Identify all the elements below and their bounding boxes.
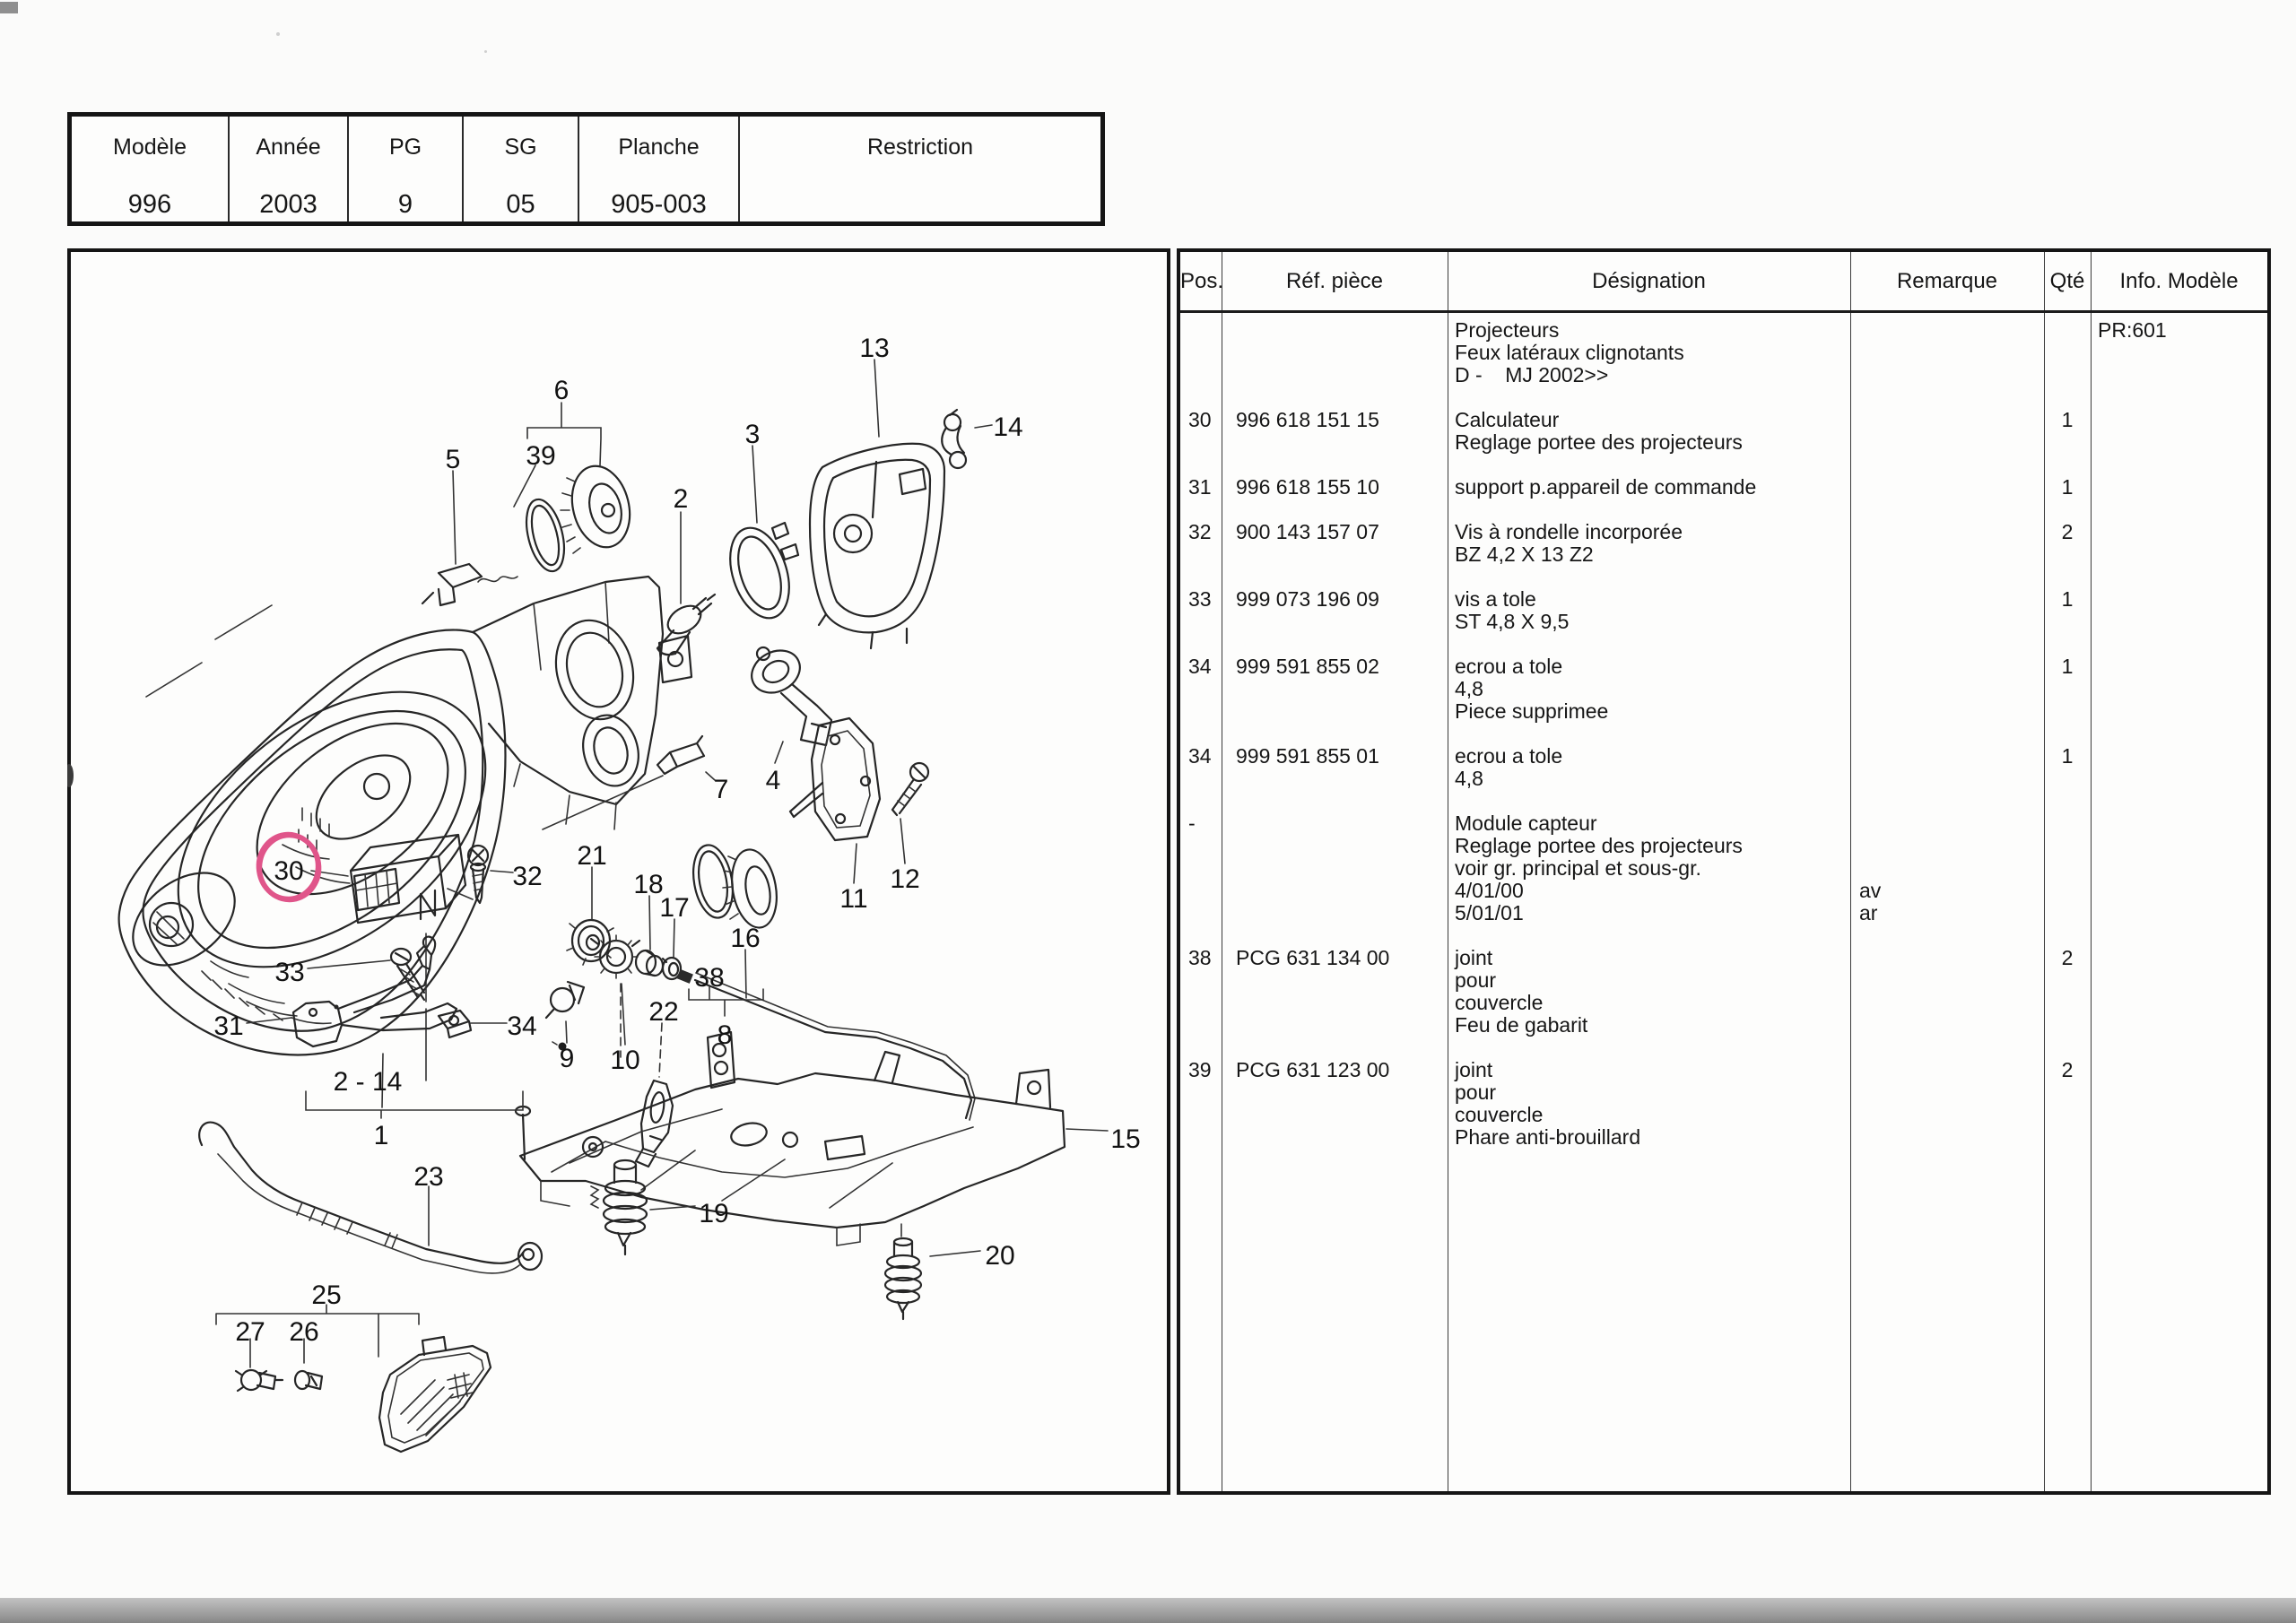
cell-remarque [1850, 655, 2044, 723]
cell-designation: ecrou a tole 4,8 [1455, 744, 1563, 790]
cell-ref [1222, 812, 1448, 924]
callout-27: 27 [235, 1317, 265, 1347]
cell-info [2091, 655, 2267, 723]
callout-17: 17 [659, 893, 690, 923]
meta-col-modèle [72, 117, 230, 221]
cell-remarque [1850, 409, 2044, 454]
callout-10: 10 [610, 1046, 640, 1075]
meta-label: Restriction [866, 135, 974, 160]
table-row [1180, 1059, 2267, 1149]
callout-3: 3 [744, 420, 761, 449]
meta-value: 9 [397, 190, 413, 219]
cell-designation: support p.appareil de commande [1455, 475, 1757, 499]
cell-qty: 1 [2061, 655, 2074, 678]
cell-qty [2044, 812, 2091, 924]
cell-info [2091, 1059, 2267, 1149]
cell-qty: 1 [2061, 587, 2074, 611]
callout-21: 21 [577, 841, 607, 871]
callout-20: 20 [985, 1241, 1015, 1271]
scan-speck [484, 50, 487, 53]
headlight-shell-outline [119, 630, 506, 1055]
cell-pos: 31 [1188, 475, 1212, 499]
callout-9: 9 [559, 1044, 575, 1073]
callout-25: 25 [311, 1280, 342, 1310]
col-info: Info. Modèle [2119, 268, 2239, 293]
diagram-panel [67, 248, 1170, 1495]
callout-15: 15 [1110, 1124, 1141, 1154]
callout-4: 4 [765, 766, 781, 795]
callout-26: 26 [289, 1317, 319, 1347]
meta-col-pg [349, 117, 464, 221]
table-row [1180, 947, 2267, 1037]
callout-1: 1 [373, 1121, 389, 1150]
cell-qty: 2 [2061, 1058, 2074, 1081]
meta-label: Année [256, 135, 321, 160]
cell-ref: 999 591 855 01 [1236, 744, 1379, 768]
callout-16: 16 [730, 924, 761, 953]
cell-remarque [1850, 1059, 2044, 1149]
callout-8: 8 [717, 1020, 733, 1050]
cell-designation: Calculateur Reglage portee des projecteurs [1455, 408, 1743, 454]
col-qty: Qté [2049, 268, 2085, 293]
cell-remarque: av ar [1859, 879, 1882, 924]
cell-info [2091, 812, 2267, 924]
callout-11: 11 [839, 884, 868, 914]
cell-pos: 30 [1188, 408, 1212, 431]
cell-info [2091, 476, 2267, 499]
callout-32: 32 [512, 862, 543, 891]
meta-col-restriction [740, 117, 1100, 221]
callout-12: 12 [890, 864, 920, 894]
callout-13: 13 [859, 334, 890, 363]
parts-rows [1180, 313, 2267, 1491]
table-row [1180, 476, 2267, 499]
cell-qty: 2 [2061, 520, 2074, 543]
meta-table [67, 112, 1105, 226]
cell-designation: Module capteur Reglage portee des projecteurs voir gr. principal et sous-gr. 4/01/00 5/01/01 [1455, 812, 1743, 924]
meta-value: 05 [506, 190, 535, 219]
col-designation: Désignation [1592, 268, 1706, 293]
meta-col-planche [579, 117, 740, 221]
cell-info [2091, 745, 2267, 790]
cell-ref: 900 143 157 07 [1236, 520, 1379, 543]
meta-label: Modèle [113, 135, 187, 160]
cell-ref: 999 591 855 02 [1236, 655, 1379, 678]
table-row [1180, 521, 2267, 566]
cell-qty: 1 [2061, 744, 2074, 768]
cell-designation: vis a tole ST 4,8 X 9,5 [1455, 587, 1570, 633]
parts-table [1177, 248, 2271, 1495]
table-row [1180, 655, 2267, 723]
callout-2: 2 [673, 484, 689, 514]
callout-18: 18 [633, 870, 664, 899]
col-remarque: Remarque [1896, 268, 1998, 293]
meta-label: Planche [618, 135, 700, 160]
col-ref: Réf. pièce [1285, 268, 1384, 293]
cell-info [2091, 521, 2267, 566]
cell-remarque [1850, 947, 2044, 1037]
scan-speck [276, 32, 280, 36]
cell-pos: 34 [1188, 655, 1212, 678]
cell-ref: 996 618 155 10 [1236, 475, 1379, 499]
cell-remarque [1850, 476, 2044, 499]
scanner-corner-mark [0, 2, 18, 13]
callout-23: 23 [413, 1162, 444, 1192]
cell-pos: 32 [1188, 520, 1212, 543]
cell-qty: 1 [2061, 475, 2074, 499]
cell-remarque [1850, 745, 2044, 790]
callout-6: 6 [553, 376, 570, 405]
cell-designation: joint pour couvercle Feu de gabarit [1455, 946, 1588, 1037]
cell-pos: 33 [1188, 587, 1212, 611]
callout-34: 34 [507, 1011, 537, 1041]
meta-col-sg [464, 117, 579, 221]
meta-label: PG [388, 135, 422, 160]
cell-designation: ecrou a tole 4,8 Piece supprimee [1455, 655, 1609, 723]
callout-31: 31 [213, 1011, 244, 1041]
callout-2-14: 2 - 14 [333, 1067, 403, 1097]
cell-info: PR:601 [2098, 318, 2167, 342]
cell-ref [1222, 319, 1448, 386]
callout-38: 38 [694, 963, 725, 993]
callout-33: 33 [274, 958, 305, 987]
table-row [1180, 745, 2267, 790]
callout-7: 7 [713, 775, 729, 804]
exploded-headlight-diagram [67, 248, 1170, 1495]
table-row [1180, 319, 2267, 386]
cell-info [2091, 947, 2267, 1037]
cell-ref: PCG 631 123 00 [1236, 1058, 1390, 1081]
meta-value: 996 [127, 190, 172, 219]
meta-col-année [230, 117, 349, 221]
cell-pos: 39 [1188, 1058, 1212, 1081]
col-pos: Pos. [1180, 268, 1224, 293]
callout-30: 30 [274, 856, 304, 886]
cell-designation: Vis à rondelle incorporée BZ 4,2 X 13 Z2 [1455, 520, 1683, 566]
scanner-bottom-bar [0, 1598, 2296, 1623]
table-row [1180, 409, 2267, 454]
cell-designation: joint pour couvercle Phare anti-brouillard [1455, 1058, 1641, 1149]
cell-remarque [1850, 521, 2044, 566]
cell-qty: 1 [2061, 408, 2074, 431]
meta-value: 905-003 [611, 190, 707, 219]
cell-ref: 999 073 196 09 [1236, 587, 1379, 611]
cell-ref: 996 618 151 15 [1236, 408, 1379, 431]
parts-table-header [1180, 252, 2267, 313]
table-row [1180, 812, 2267, 924]
cell-remarque [1850, 588, 2044, 633]
cell-pos: 38 [1188, 946, 1212, 969]
callout-39: 39 [526, 441, 556, 471]
callout-19: 19 [699, 1199, 729, 1228]
cell-qty [2044, 319, 2091, 386]
cell-info [2091, 588, 2267, 633]
cell-pos: - [1188, 812, 1196, 835]
cell-info [2091, 409, 2267, 454]
meta-value: 2003 [259, 190, 317, 219]
cell-designation: Projecteurs Feux latéraux clignotants D - MJ 2002>> [1455, 318, 1684, 386]
cell-pos [1180, 319, 1222, 386]
callout-5: 5 [445, 445, 461, 474]
table-row [1180, 588, 2267, 633]
meta-label: SG [504, 135, 537, 160]
cell-ref: PCG 631 134 00 [1236, 946, 1390, 969]
callout-14: 14 [993, 412, 1023, 442]
cell-qty: 2 [2061, 946, 2074, 969]
cell-remarque [1850, 319, 2044, 386]
cell-pos: 34 [1188, 744, 1212, 768]
callout-22: 22 [648, 997, 679, 1027]
